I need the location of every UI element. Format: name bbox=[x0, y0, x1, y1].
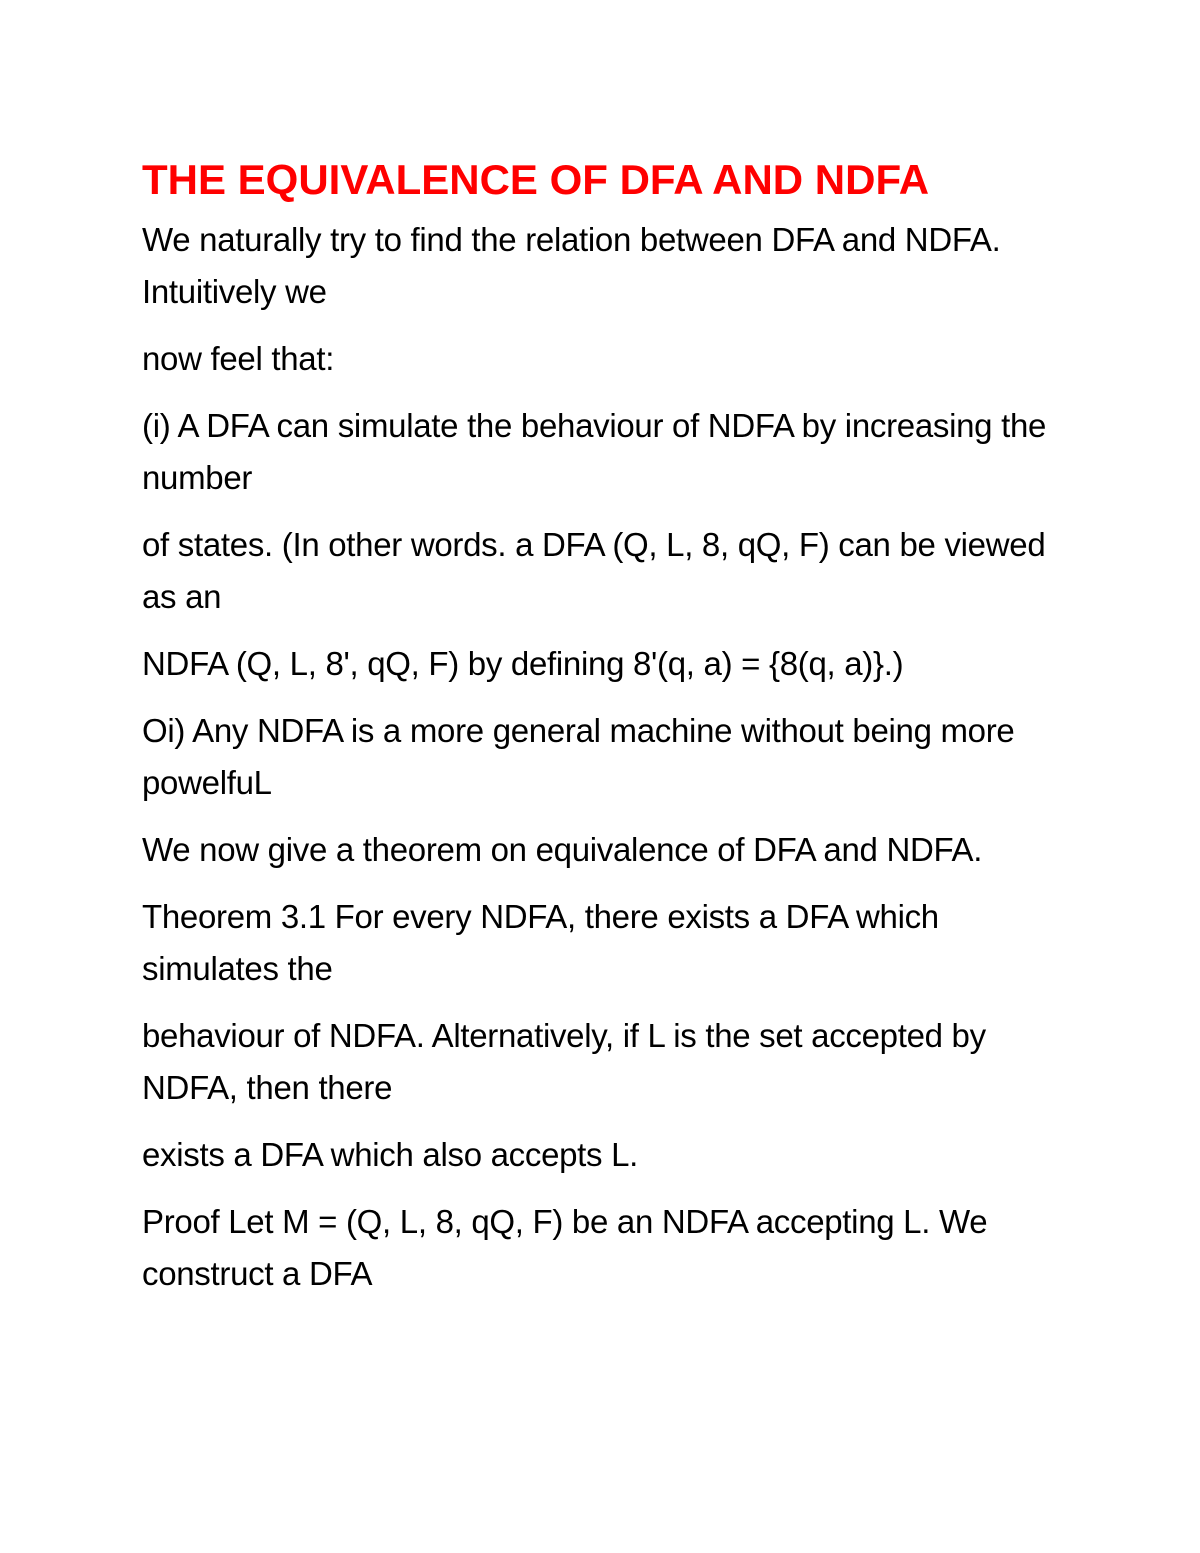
document-title: THE EQUIVALENCE OF DFA AND NDFA bbox=[142, 156, 930, 203]
paragraph-intro: We naturally try to find the relation between DFA and NDFA. Intuitively we bbox=[142, 221, 1001, 310]
paragraph-ndfa-definition: NDFA (Q, L, 8', qQ, F) by defining 8'(q, a) = {8(q, a)}.) bbox=[142, 645, 904, 682]
paragraph-states: of states. (In other words. a DFA (Q, L, 8, qQ, F) can be viewed as an bbox=[142, 526, 1046, 615]
paragraph-theorem-intro: We now give a theorem on equivalence of DFA and NDFA. bbox=[142, 831, 983, 868]
paragraph-theorem: Theorem 3.1 For every NDFA, there exists a DFA which simulates the bbox=[142, 898, 939, 987]
paragraph-point-ii: Oi) Any NDFA is a more general machine without being more powelfuL bbox=[142, 712, 1015, 801]
paragraph-proof: Proof Let M = (Q, L, 8, qQ, F) be an NDFA accepting L. We construct a DFA bbox=[142, 1203, 988, 1292]
document-body bbox=[142, 150, 1072, 1315]
paragraph-alternatively: behaviour of NDFA. Alternatively, if L is the set accepted by NDFA, then there bbox=[142, 1017, 986, 1106]
paragraph-exists: exists a DFA which also accepts L. bbox=[142, 1136, 639, 1173]
paragraph-point-i: (i) A DFA can simulate the behaviour of NDFA by increasing the number bbox=[142, 407, 1047, 496]
paragraph-feel: now feel that: bbox=[142, 340, 335, 377]
